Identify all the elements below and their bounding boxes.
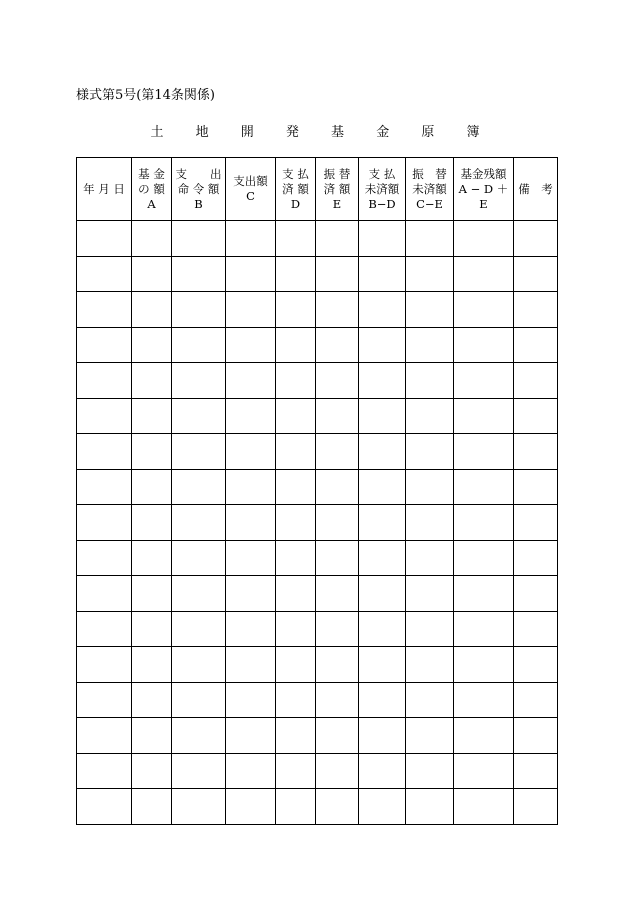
table-cell-expenditure-order xyxy=(172,292,226,328)
table-cell-expenditure-order xyxy=(172,363,226,399)
column-header-line: 未済額 xyxy=(364,181,400,196)
document-title: 土 地 開 発 基 金 原 簿 xyxy=(150,125,494,140)
table-cell-expenditure xyxy=(226,363,276,399)
table-cell-paid xyxy=(276,221,316,257)
table-cell-remarks xyxy=(514,789,558,825)
table-cell-unpaid xyxy=(359,434,406,470)
table-row xyxy=(77,789,558,825)
table-cell-fund-amount xyxy=(132,753,172,789)
table-cell-expenditure-order xyxy=(172,718,226,754)
column-header-line: の 額 xyxy=(138,181,165,196)
table-cell-remarks xyxy=(514,540,558,576)
table-cell-fund-amount xyxy=(132,718,172,754)
table-cell-unpaid xyxy=(359,682,406,718)
table-cell-untransferred xyxy=(406,505,454,541)
table-cell-date xyxy=(77,505,132,541)
table-cell-date xyxy=(77,327,132,363)
table-row xyxy=(77,647,558,683)
table-cell-fund-balance xyxy=(454,469,514,505)
table-cell-remarks xyxy=(514,682,558,718)
table-cell-expenditure-order xyxy=(172,753,226,789)
table-cell-unpaid xyxy=(359,292,406,328)
column-header-fund-amount xyxy=(132,158,172,221)
table-cell-paid xyxy=(276,753,316,789)
table-cell-date xyxy=(77,682,132,718)
table-cell-expenditure xyxy=(226,753,276,789)
table-cell-transfer xyxy=(316,753,359,789)
column-header-line: 振 替 xyxy=(323,166,351,181)
table-cell-transfer xyxy=(316,611,359,647)
table-cell-paid xyxy=(276,327,316,363)
table-cell-expenditure xyxy=(226,540,276,576)
table-row xyxy=(77,398,558,434)
table-cell-expenditure-order xyxy=(172,576,226,612)
table-cell-date xyxy=(77,576,132,612)
table-cell-untransferred xyxy=(406,469,454,505)
table-cell-untransferred xyxy=(406,753,454,789)
table-cell-expenditure xyxy=(226,469,276,505)
table-cell-expenditure-order xyxy=(172,647,226,683)
column-header-line: 済 額 xyxy=(323,181,351,196)
table-cell-fund-balance xyxy=(454,789,514,825)
table-cell-remarks xyxy=(514,753,558,789)
table-cell-expenditure xyxy=(226,682,276,718)
table-cell-expenditure xyxy=(226,221,276,257)
column-header-untransferred xyxy=(406,158,454,221)
table-cell-transfer xyxy=(316,789,359,825)
table-cell-paid xyxy=(276,256,316,292)
table-cell-unpaid xyxy=(359,718,406,754)
table-cell-fund-amount xyxy=(132,398,172,434)
table-cell-remarks xyxy=(514,221,558,257)
table-cell-transfer xyxy=(316,647,359,683)
table-row xyxy=(77,611,558,647)
table-row xyxy=(77,256,558,292)
column-header-expenditure xyxy=(226,158,276,221)
fund-ledger-table xyxy=(76,157,558,825)
table-cell-expenditure-order xyxy=(172,505,226,541)
column-header-paid xyxy=(276,158,316,221)
column-header-line: E xyxy=(479,196,488,211)
table-cell-expenditure-order xyxy=(172,469,226,505)
table-cell-expenditure-order xyxy=(172,682,226,718)
table-cell-expenditure-order xyxy=(172,611,226,647)
table-cell-fund-balance xyxy=(454,540,514,576)
table-cell-transfer xyxy=(316,505,359,541)
table-cell-expenditure xyxy=(226,292,276,328)
table-cell-fund-balance xyxy=(454,363,514,399)
table-cell-transfer xyxy=(316,469,359,505)
table-cell-fund-balance xyxy=(454,753,514,789)
table-cell-transfer xyxy=(316,718,359,754)
table-cell-paid xyxy=(276,363,316,399)
table-cell-expenditure-order xyxy=(172,221,226,257)
table-row xyxy=(77,221,558,257)
table-cell-paid xyxy=(276,682,316,718)
table-cell-untransferred xyxy=(406,434,454,470)
table-cell-expenditure xyxy=(226,611,276,647)
table-cell-remarks xyxy=(514,469,558,505)
table-cell-paid xyxy=(276,576,316,612)
table-cell-paid xyxy=(276,469,316,505)
table-cell-untransferred xyxy=(406,718,454,754)
table-cell-fund-balance xyxy=(454,398,514,434)
column-header-line: 未済額 xyxy=(412,181,447,196)
table-cell-date xyxy=(77,789,132,825)
column-header-line: B xyxy=(194,196,203,211)
table-row xyxy=(77,505,558,541)
table-cell-untransferred xyxy=(406,327,454,363)
table-cell-unpaid xyxy=(359,611,406,647)
column-header-line: C xyxy=(246,189,255,203)
table-cell-remarks xyxy=(514,505,558,541)
table-cell-fund-amount xyxy=(132,469,172,505)
table-cell-expenditure xyxy=(226,647,276,683)
column-header-date xyxy=(77,158,132,221)
table-cell-date xyxy=(77,221,132,257)
table-cell-date xyxy=(77,469,132,505)
table-cell-expenditure-order xyxy=(172,256,226,292)
table-cell-unpaid xyxy=(359,789,406,825)
table-cell-unpaid xyxy=(359,540,406,576)
table-cell-fund-amount xyxy=(132,221,172,257)
column-header-line: 済 額 xyxy=(282,181,309,196)
column-header-transfer xyxy=(316,158,359,221)
table-cell-remarks xyxy=(514,611,558,647)
table-cell-date xyxy=(77,256,132,292)
table-row xyxy=(77,434,558,470)
table-cell-remarks xyxy=(514,256,558,292)
table-cell-untransferred xyxy=(406,647,454,683)
table-cell-unpaid xyxy=(359,398,406,434)
table-cell-fund-balance xyxy=(454,292,514,328)
table-cell-remarks xyxy=(514,327,558,363)
table-cell-paid xyxy=(276,292,316,328)
table-cell-transfer xyxy=(316,434,359,470)
column-header-fund-balance xyxy=(454,158,514,221)
column-header-line: A − D ＋ xyxy=(458,181,509,196)
table-cell-unpaid xyxy=(359,469,406,505)
column-header-line: B−D xyxy=(368,196,396,211)
table-cell-expenditure xyxy=(226,576,276,612)
table-cell-unpaid xyxy=(359,505,406,541)
table-row xyxy=(77,753,558,789)
table-cell-unpaid xyxy=(359,363,406,399)
column-header-line: 年 月 日 xyxy=(83,181,125,196)
column-header-line: 備 考 xyxy=(518,181,553,196)
table-cell-expenditure xyxy=(226,434,276,470)
table-cell-fund-amount xyxy=(132,682,172,718)
table-cell-transfer xyxy=(316,540,359,576)
table-cell-date xyxy=(77,292,132,328)
table-row xyxy=(77,682,558,718)
table-cell-expenditure xyxy=(226,789,276,825)
table-cell-fund-balance xyxy=(454,718,514,754)
table-row xyxy=(77,469,558,505)
table-cell-transfer xyxy=(316,576,359,612)
form-number-label: 様式第5号(第14条関係) xyxy=(76,88,215,103)
header-row xyxy=(77,158,558,221)
table-cell-fund-balance xyxy=(454,505,514,541)
table-cell-fund-balance xyxy=(454,611,514,647)
table-cell-expenditure xyxy=(226,718,276,754)
table-cell-untransferred xyxy=(406,611,454,647)
table-cell-paid xyxy=(276,505,316,541)
table-row xyxy=(77,363,558,399)
table-cell-untransferred xyxy=(406,682,454,718)
column-header-line: 命 令 額 xyxy=(177,181,220,196)
table-cell-fund-balance xyxy=(454,682,514,718)
table-cell-fund-amount xyxy=(132,292,172,328)
table-cell-fund-amount xyxy=(132,576,172,612)
table-cell-untransferred xyxy=(406,789,454,825)
table-cell-remarks xyxy=(514,398,558,434)
table-cell-remarks xyxy=(514,576,558,612)
table-cell-date xyxy=(77,753,132,789)
table-cell-paid xyxy=(276,398,316,434)
table-cell-fund-amount xyxy=(132,327,172,363)
table-cell-expenditure xyxy=(226,256,276,292)
column-header-unpaid xyxy=(359,158,406,221)
table-cell-date xyxy=(77,398,132,434)
table-cell-transfer xyxy=(316,256,359,292)
table-cell-remarks xyxy=(514,363,558,399)
column-header-line: A xyxy=(147,196,156,211)
table-cell-date xyxy=(77,434,132,470)
table-cell-expenditure-order xyxy=(172,327,226,363)
table-row xyxy=(77,540,558,576)
table-cell-transfer xyxy=(316,398,359,434)
table-cell-date xyxy=(77,718,132,754)
table-cell-expenditure xyxy=(226,327,276,363)
table-cell-unpaid xyxy=(359,221,406,257)
table-cell-fund-amount xyxy=(132,363,172,399)
table-cell-paid xyxy=(276,789,316,825)
table-cell-expenditure xyxy=(226,505,276,541)
table-cell-transfer xyxy=(316,327,359,363)
table-row xyxy=(77,718,558,754)
table-cell-date xyxy=(77,540,132,576)
table-cell-date xyxy=(77,647,132,683)
table-cell-unpaid xyxy=(359,647,406,683)
table-cell-fund-balance xyxy=(454,327,514,363)
table-cell-untransferred xyxy=(406,398,454,434)
table-cell-expenditure-order xyxy=(172,540,226,576)
table-cell-transfer xyxy=(316,292,359,328)
column-header-line: 基 金 xyxy=(138,166,165,181)
table-cell-paid xyxy=(276,540,316,576)
column-header-line: 支 払 xyxy=(282,166,309,181)
table-row xyxy=(77,327,558,363)
table-cell-fund-balance xyxy=(454,434,514,470)
table-cell-untransferred xyxy=(406,221,454,257)
column-header-line: C−E xyxy=(416,196,443,211)
table-cell-paid xyxy=(276,647,316,683)
table-cell-untransferred xyxy=(406,256,454,292)
table-cell-unpaid xyxy=(359,327,406,363)
table-cell-remarks xyxy=(514,647,558,683)
column-header-line: 支 出 xyxy=(175,166,222,181)
column-header-line: 支出額 xyxy=(233,174,268,188)
table-cell-fund-amount xyxy=(132,647,172,683)
column-header-line: 振 替 xyxy=(412,166,447,181)
table-cell-fund-balance xyxy=(454,647,514,683)
table-cell-fund-balance xyxy=(454,576,514,612)
table-cell-expenditure-order xyxy=(172,789,226,825)
table-cell-fund-amount xyxy=(132,611,172,647)
table-cell-untransferred xyxy=(406,576,454,612)
table-cell-unpaid xyxy=(359,753,406,789)
table-cell-unpaid xyxy=(359,256,406,292)
table-cell-expenditure xyxy=(226,398,276,434)
table-cell-remarks xyxy=(514,292,558,328)
table-cell-paid xyxy=(276,611,316,647)
table-cell-transfer xyxy=(316,363,359,399)
table-cell-paid xyxy=(276,434,316,470)
table-cell-fund-amount xyxy=(132,434,172,470)
table-cell-date xyxy=(77,611,132,647)
table-cell-untransferred xyxy=(406,363,454,399)
column-header-expenditure-order xyxy=(172,158,226,221)
table-body xyxy=(77,221,558,825)
table-cell-remarks xyxy=(514,434,558,470)
table-cell-untransferred xyxy=(406,540,454,576)
column-header-line: 基金残額 xyxy=(460,166,507,181)
table-cell-fund-amount xyxy=(132,505,172,541)
column-header-line: 支 払 xyxy=(368,166,396,181)
table-cell-fund-balance xyxy=(454,256,514,292)
table-cell-expenditure-order xyxy=(172,434,226,470)
table-cell-fund-amount xyxy=(132,256,172,292)
table-cell-fund-balance xyxy=(454,221,514,257)
table-row xyxy=(77,576,558,612)
column-header-line: E xyxy=(332,196,342,211)
table-cell-remarks xyxy=(514,718,558,754)
table-cell-fund-amount xyxy=(132,789,172,825)
table-cell-transfer xyxy=(316,682,359,718)
table-cell-date xyxy=(77,363,132,399)
table-row xyxy=(77,292,558,328)
table-cell-untransferred xyxy=(406,292,454,328)
table-cell-fund-amount xyxy=(132,540,172,576)
table-cell-expenditure-order xyxy=(172,398,226,434)
table-cell-unpaid xyxy=(359,576,406,612)
column-header-remarks xyxy=(514,158,558,221)
table-cell-transfer xyxy=(316,221,359,257)
column-header-line: D xyxy=(290,196,301,211)
table-cell-paid xyxy=(276,718,316,754)
